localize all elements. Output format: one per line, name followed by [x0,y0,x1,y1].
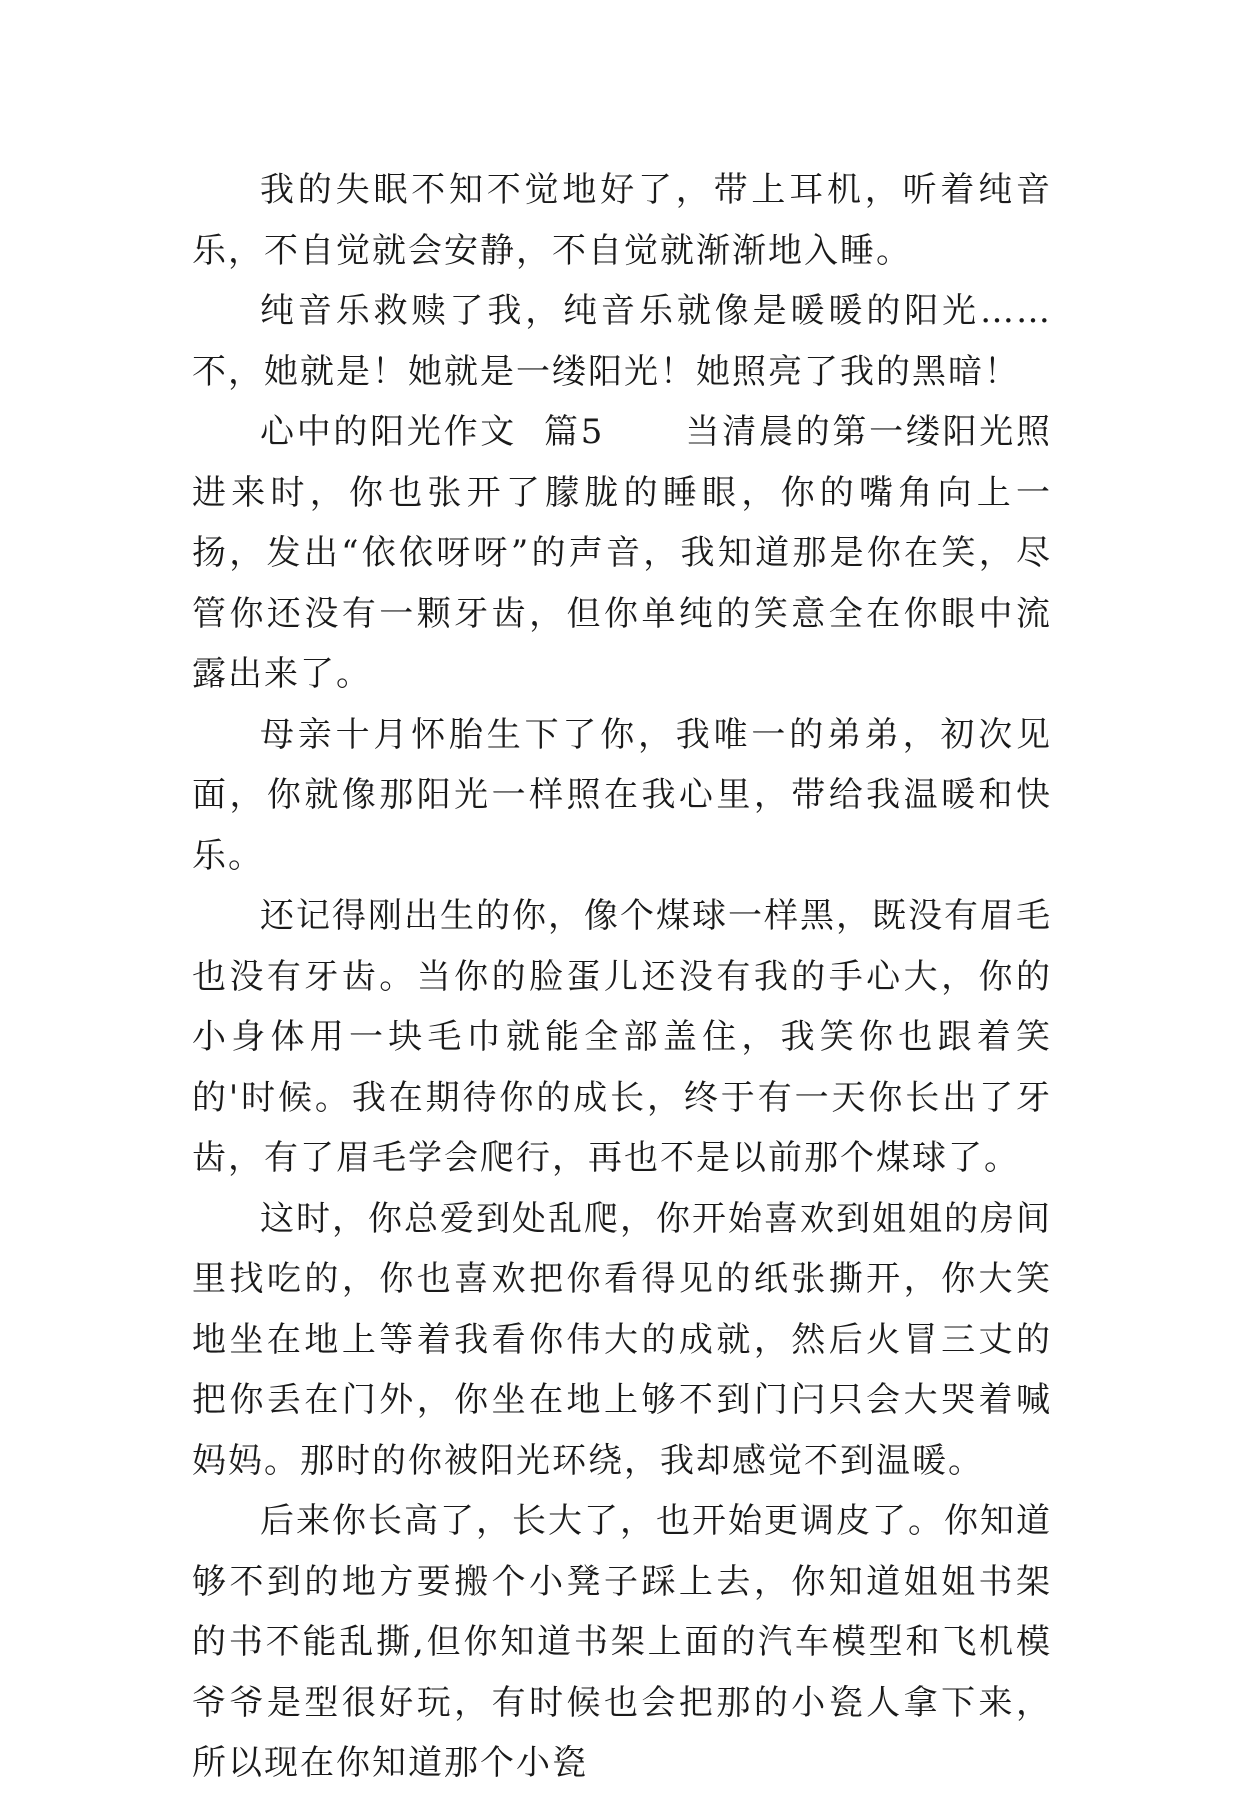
paragraph-7: 后来你长高了，长大了，也开始更调皮了。你知道够不到的地方要搬个小凳子踩上去，你知道姐姐书架的书不能乱撕,但你知道书架上面的汽车模型和飞机模爷爷是型很好玩，有时候也会把那的小瓷人拿下来，所以现在你知道那个小瓷 [192,1501,1052,1783]
paragraph-2: 纯音乐救赎了我，纯音乐就像是暖暖的阳光……不，她就是！她就是一缕阳光！她照亮了我的黑暗！ [192,291,1052,392]
paragraph-6: 这时，你总爱到处乱爬，你开始喜欢到姐姐的房间里找吃的，你也喜欢把你看得见的纸张撕开，你大笑地坐在地上等着我看你伟大的成就，然后火冒三丈的把你丢在门外，你坐在地上够不到门闩只会大哭着喊妈妈。那时的你被阳光环绕，我却感觉不到温暖。 [192,1198,1052,1481]
paragraph-3: 心中的阳光作文 篇5 当清晨的第一缕阳光照进来时，你也张开了朦胧的睡眼，你的嘴角向上一扬，发出“依依呀呀”的声音，我知道那是你在笑，尽管你还没有一颗牙齿，但你单纯的笑意全在你眼中流露出来了。 [192,412,1052,694]
paragraph-4: 母亲十月怀胎生下了你，我唯一的弟弟，初次见面，你就像那阳光一样照在我心里，带给我温暖和快乐。 [192,714,1052,876]
paragraph-5: 还记得刚出生的你，像个煤球一样黑，既没有眉毛也没有牙齿。当你的脸蛋儿还没有我的手心大，你的小身体用一块毛巾就能全部盖住，我笑你也跟着笑的'时候。我在期待你的成长，终于有一天你长出了牙齿，有了眉毛学会爬行，再也不是以前那个煤球了。 [192,896,1052,1178]
paragraph-1: 我的失眠不知不觉地好了，带上耳机，听着纯音乐，不自觉就会安静，不自觉就渐渐地入睡。 [192,170,1052,271]
document-body [192,160,1052,1794]
